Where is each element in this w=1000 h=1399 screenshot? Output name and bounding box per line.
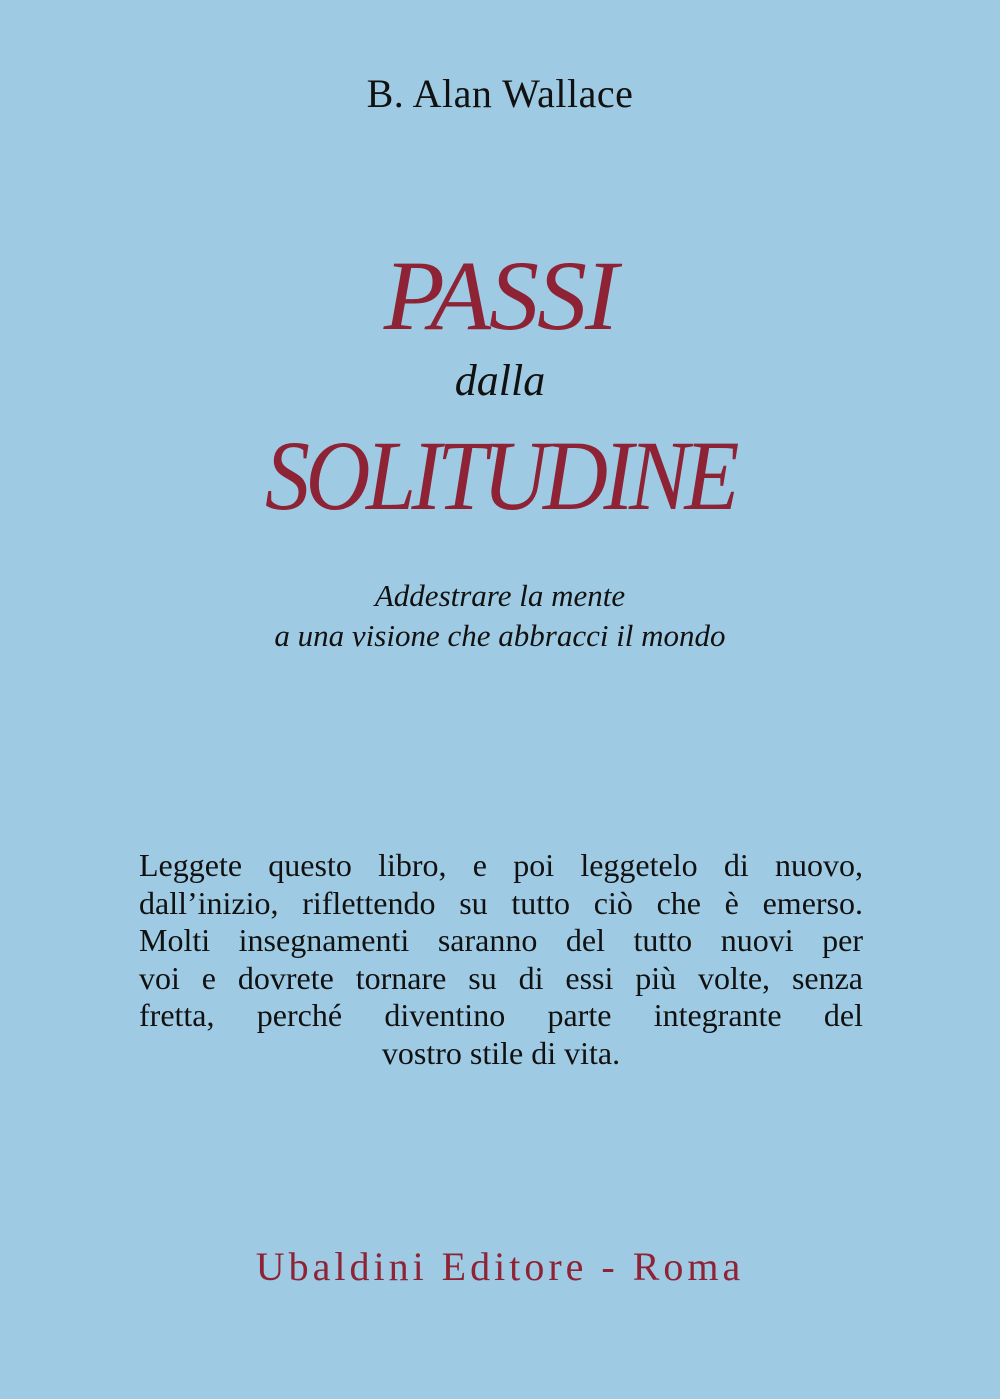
subtitle — [0, 576, 1000, 656]
blurb-line: vostro stile di vita. — [381, 1034, 621, 1071]
blurb-line: fretta, perché diventino parte integrante del — [139, 997, 863, 1034]
subtitle-line: a una visione che abbracci il mondo — [274, 618, 726, 653]
blurb-line: Leggete questo libro, e poi leggetelo di nuovo, — [139, 847, 863, 883]
blurb — [139, 847, 863, 1073]
blurb-line: Molti insegnamenti saranno del tutto nuovi per — [139, 922, 863, 959]
title-line-1: PASSI — [383, 240, 617, 351]
blurb-line: voi e dovrete tornare su di essi più volte, senza — [139, 959, 863, 996]
blurb-line: dall’inizio, riflettendo su tutto ciò che è emerso. — [139, 884, 863, 921]
subtitle-line: Addestrare la mente — [374, 578, 626, 613]
publisher: Ubaldini Editore - Roma — [255, 1244, 745, 1289]
title-connector: dalla — [454, 356, 546, 405]
author-name: B. Alan Wallace — [366, 71, 634, 116]
title-line-2: SOLITUDINE — [264, 420, 736, 531]
